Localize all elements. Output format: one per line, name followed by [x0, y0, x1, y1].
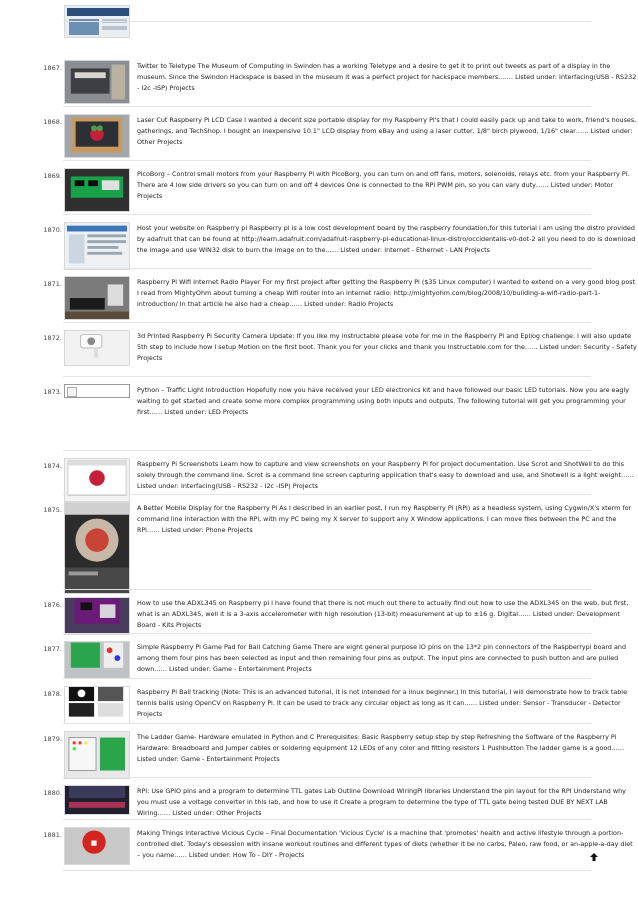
separator: [63, 106, 591, 107]
entry-description[interactable]: Host your website on Raspberry pi Raspberry pi is a low cost development board by the raspberry foundation,for this tutorial i am using the distro provided by adafruit that can be found at http://learn.adafruit.com/adafruit-raspberry-pi-educational-linux-distro/occidentalis-v0-dot-2 all you need to do is download the image and use WIN32 disk to burn the image on to the…… Listed under: Internet - Ethernet - LAN Projects: [137, 224, 636, 255]
project-thumbnail[interactable]: [64, 686, 130, 724]
broken-image-icon[interactable]: [64, 384, 130, 398]
entry-number: 1872.: [43, 334, 62, 342]
separator: [63, 723, 591, 724]
entry-description[interactable]: PicoBorg – Control small motors from your Raspberry Pi with PicoBorg, you can turn on and off fans, motors, solenoids, relays etc. from your Raspberry Pi. There are 4 low side drivers so you can turn on and off 4 devices One is connected to the RPi PWM pin, so you can vary duty…… Listed under: Motor Projects: [137, 170, 630, 201]
entry-description[interactable]: The Ladder Game- Hardware emulated in Python and C Prerequisites: Basic Raspberry setup step by step Refreshing the Software of the Raspberry Pi Hardware: Breadboard and Jumper cables or soldering equipment 12 LEDs of any color and fitting resistors 1 Pushbutton The ladder game is a good…… Listed under: Game - Entertainment Projects: [137, 733, 625, 764]
separator: [63, 160, 591, 161]
entry-number: 1878.: [43, 690, 62, 698]
entry-number: 1875.: [43, 506, 62, 514]
separator: [63, 819, 591, 820]
entry-description[interactable]: Twitter to Teletype The Museum of Computing in Swindon has a working Teletype and a desire to get it to print out tweets as part of a display in the museum. Since the Swindon Hackspace is based in the museum it was a perfect project for hackspace members.…… Listed under: Interfacing(USB - RS232 - I2c -ISP) Projects: [137, 62, 637, 93]
entry-number: 1870.: [43, 226, 62, 234]
entry-description[interactable]: Simple Raspberry Pi Game Pad for Ball Catching Game There are eight general purpose IO pins on the 13*2 pin connectors of the Raspberrypi board and among them four pins has been selected as input and then remaining four pins as output. The input pins are connected to push button and are pulled down…… Listed under: Game - Entertainment Projects: [137, 643, 627, 674]
entry-description[interactable]: Raspberry Pi Screenshots Learn how to capture and view screenshots on your Raspberry Pi for project documentation. Use Scrot and ShotWell to do this solely through the command line. Scrot is a command line screen capturing application that's easy to download and use, and Shotwell is a light weight…… Listed under: Interfacing(USB - RS232 - I2c -ISP) Projects: [137, 460, 634, 491]
entry-number: 1877.: [43, 645, 62, 653]
entry-description[interactable]: Making Things Interactive Vicious Cycle – Final Documentation 'Vicious Cycle' is a machine that 'promotes' health and active lifestyle through a portion-controlled diet. Today's obsession with insane workout routines and different types of diets (whether it be no carbs, Paleo, raw food, or an-apple-a-day diet – you name…… Listed under: How To - DIY - Projects: [137, 829, 633, 860]
entry-number: 1873.: [43, 388, 62, 396]
entry-number: 1867.: [43, 64, 62, 72]
project-thumbnail[interactable]: [64, 276, 130, 320]
entry-number: 1879.: [43, 735, 62, 743]
separator: [63, 678, 591, 679]
project-thumbnail[interactable]: [64, 785, 130, 815]
entry-description[interactable]: Raspberry Pi Ball tracking (Note: This is an advanced tutorial, it is not intended for a linux beginner.) In this tutorial, I will demonstrate how to track table tennis balls using OpenCV on Raspberry Pi. It can be used to track any circular object as long as it can…… Listed under: Sensor - Transducer - Detector Projects: [137, 688, 628, 719]
up-arrow-icon[interactable]: [589, 852, 599, 862]
project-thumbnail[interactable]: [64, 827, 130, 865]
separator: [63, 777, 591, 778]
project-thumbnail[interactable]: [64, 60, 130, 104]
entry-description[interactable]: Python – Traffic Light Introduction Hopefully now you have received your LED electronics kit and have followed our basic LED tutorials. Now you are eagly waiting to get started and create some more complex programming using both inputs and outputs. The following tutorial will get you programming your first…… Listed under: LED Projects: [137, 386, 630, 417]
entry-number: 1881.: [43, 831, 62, 839]
entry-number: 1871.: [43, 280, 62, 288]
separator: [63, 21, 591, 22]
project-thumbnail[interactable]: [64, 330, 130, 366]
entry-number: 1874.: [43, 462, 62, 470]
project-thumbnail[interactable]: [64, 597, 130, 635]
project-thumbnail[interactable]: [64, 458, 130, 502]
entry-number: 1880.: [43, 789, 62, 797]
project-thumbnail[interactable]: [64, 222, 130, 270]
project-thumbnail[interactable]: [64, 114, 130, 158]
separator: [63, 376, 591, 377]
separator: [63, 870, 591, 871]
project-thumbnail[interactable]: [64, 641, 130, 679]
separator: [63, 450, 591, 451]
entry-description[interactable]: Raspberry Pi Wifi Internet Radio Player For my first project after getting the Raspberry Pi ($35 Linux computer) I wanted to extend on a very good blog post I read from MightyOhm about turning a cheap Wifi router into an internet radio: http://mightyohm.com/blog/2008/10/building-a-wifi-radio-part-1-introduction/ In that article he also had a cheap…… Listed under: Radio Projects: [137, 278, 636, 309]
separator: [63, 214, 591, 215]
entry-number: 1869.: [43, 172, 62, 180]
separator: [63, 494, 591, 495]
svg-text:■: ■: [90, 839, 98, 848]
entry-description[interactable]: RPI: Use GPIO pins and a program to determine TTL gates Lab Outline Download WiringPi libraries Understand the pin layout for the RPI Understand why you must use a voltage converter in this lab, and how to use it Create a program to determine the type of TTL gate being tested DUE BY NEXT LAB Wiring…… Listed under: Other Projects: [137, 787, 626, 818]
entry-description[interactable]: Laser Cut Raspberry Pi LCD Case I wanted a decent size portable display for my Raspberry Pi's that I could easily pack up and take to work, friend's houses, gatherings, and TechShop. I bought an inexpensive 10.1" LCD display from eBay and using a laser cutter, 1/8" birch plywood, 1/16" clear…… Listed under: Other Projects: [137, 116, 637, 147]
separator: [63, 322, 591, 323]
project-thumbnail[interactable]: [64, 731, 130, 779]
project-thumbnail[interactable]: [64, 168, 130, 212]
separator: [63, 633, 591, 634]
project-thumbnail[interactable]: [64, 502, 130, 594]
entry-number: 1876.: [43, 601, 62, 609]
entry-number: 1868.: [43, 118, 62, 126]
entry-description[interactable]: 3d Printed Raspberry Pi Security Camera Update: If you like my instructable please vote for me in the Raspberry Pi and Epilog challenge. I will also update 5th step to include how I setup Motion on the first boot. Thank you for your clicks and thank you Instructable.com for the…… Listed under: Security - Safety Projects: [137, 332, 637, 363]
entry-description[interactable]: How to use the ADXL345 on Raspberry pi I have found that there is not much out there to actually find out how to use the ADXL345 on the web, but first, what is an ADXL345, well it is a 3-axis accelerometer with high resolution (13-bit) measurement at up to ±16 g. Digital…… Listed under: Development Board - Kits Projects: [137, 599, 629, 630]
entry-description[interactable]: A Better Mobile Display for the Raspberry Pi As I described in an earlier post, I run my Raspberry Pi (RPi) as a headless system, using Cygwin/X's xterm for command line interaction with the RPi, with my PC being my X server to support any X Window applications. I can move files between the PC and the RPi…… Listed under: Phone Projects: [137, 504, 632, 535]
separator: [63, 589, 591, 590]
separator: [63, 268, 591, 269]
